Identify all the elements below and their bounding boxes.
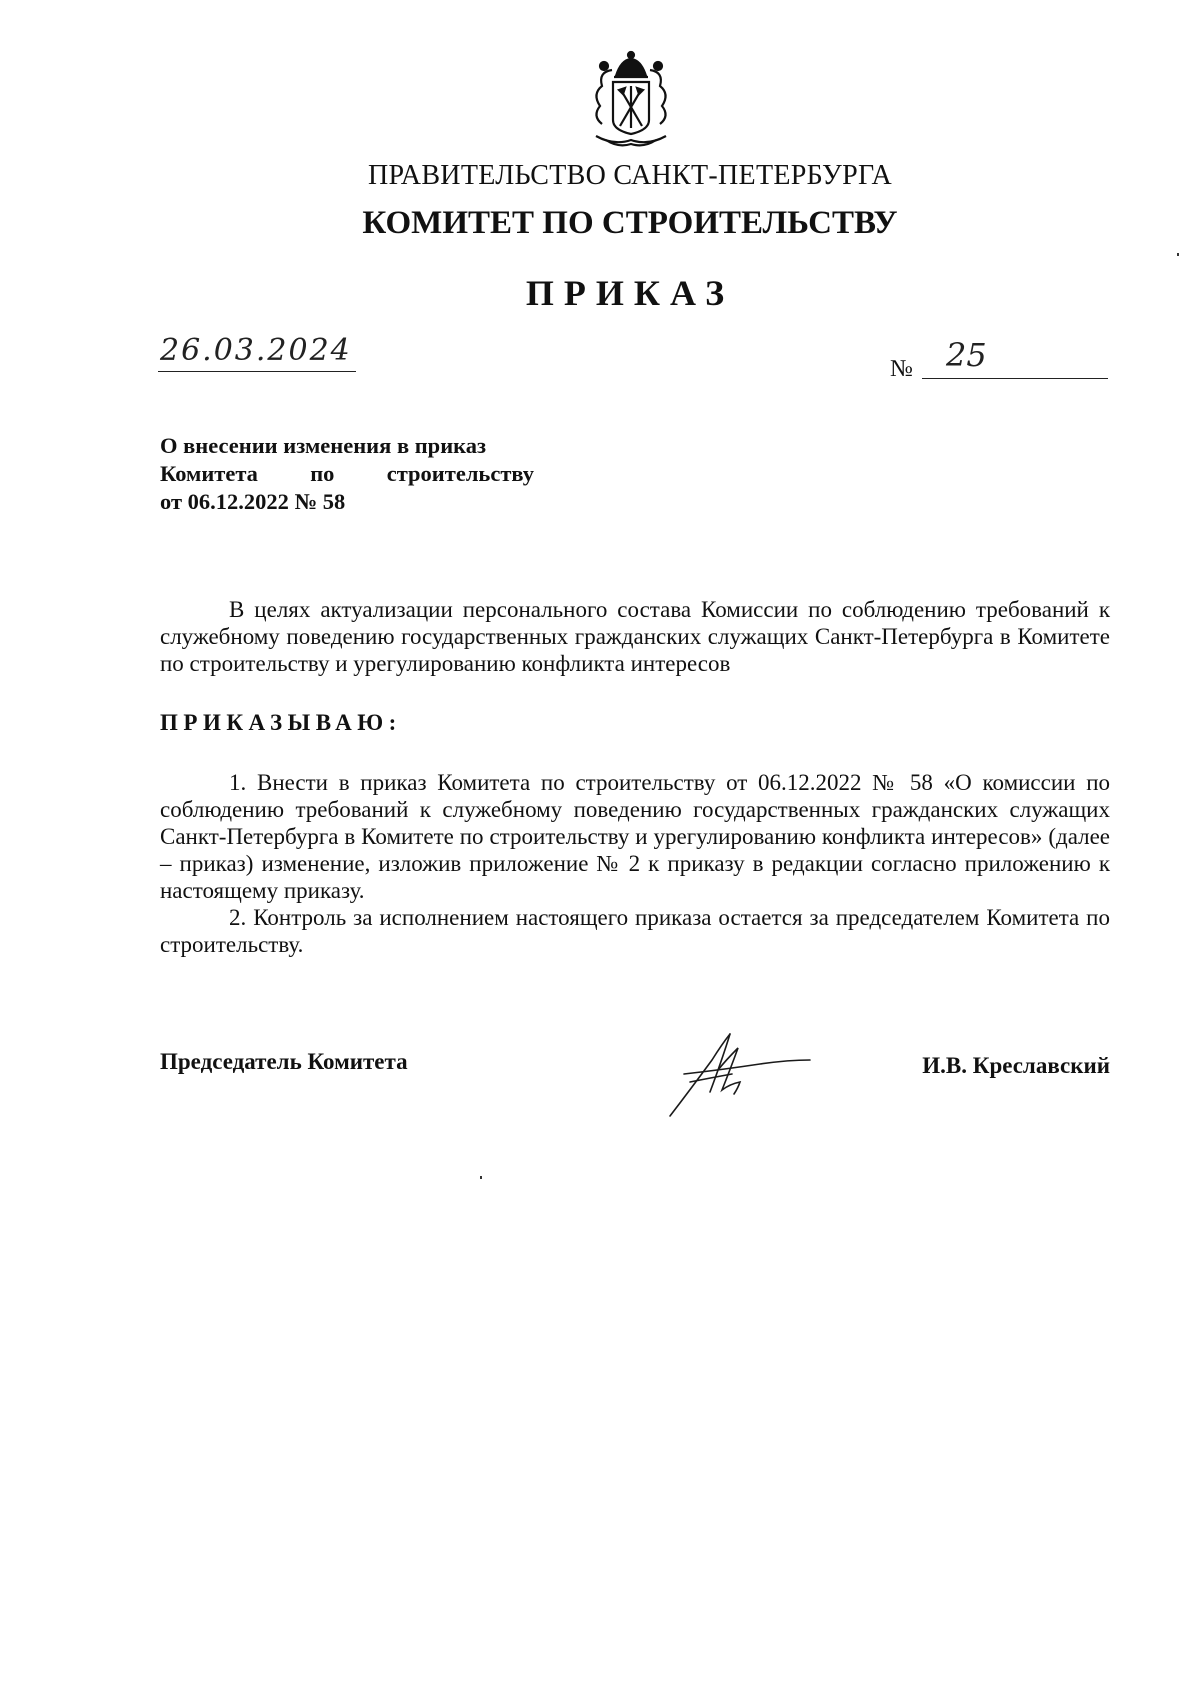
- order-directive-word: ПРИКАЗЫВАЮ:: [160, 710, 402, 735]
- order-number-field: [890, 336, 1110, 382]
- subject-line-3: от 06.12.2022 № 58: [160, 489, 346, 514]
- preamble-text: В целях актуализации персонального состава Комиссии по соблюдению требований к служебному поведению государственных гражданских служащих Санкт-Петербурга в Комитете по строительству и урегулированию конфликта интересов: [160, 597, 1110, 676]
- order-item-1: 1. Внести в приказ Комитета по строительству от 06.12.2022 № 58 «О комиссии по соблюдению требований к служебному поведению государственных гражданских служащих Санкт-Петербурга в Комитете по строительству и урегулированию конфликта интересов» (далее – приказ) изменение, изложив приложение № 2 к приказу в редакции согласно приложению к настоящему приказу.: [160, 770, 1110, 903]
- order-date-field: [158, 333, 358, 373]
- number-label: №: [890, 356, 913, 382]
- handwritten-signature-icon: [660, 1030, 820, 1120]
- scan-speck: [1177, 253, 1179, 256]
- scan-speck: [480, 1176, 482, 1179]
- order-items: [160, 769, 1110, 958]
- committee-name: КОМИТЕТ ПО СТРОИТЕЛЬСТВУ: [362, 205, 898, 241]
- subject-line-1: О внесении изменения в приказ: [160, 433, 487, 458]
- number-underline: [922, 378, 1108, 379]
- signatory-title: Председатель Комитета: [160, 1049, 408, 1074]
- subject-word: Комитета: [160, 461, 258, 486]
- government-name: ПРАВИТЕЛЬСТВО САНКТ-ПЕТЕРБУРГА: [368, 160, 892, 191]
- spb-coat-of-arms-icon: [576, 50, 686, 150]
- order-subject: [160, 432, 534, 516]
- subject-word: строительству: [386, 461, 535, 486]
- subject-word: по: [310, 461, 335, 486]
- order-date: 26.03.2024: [160, 333, 352, 368]
- date-underline: [158, 371, 356, 372]
- order-item-2: 2. Контроль за исполнением настоящего приказа остается за председателем Комитета по строительству.: [160, 905, 1110, 957]
- preamble: [160, 596, 1110, 677]
- subject-line-2: [160, 460, 534, 488]
- signatory-name: И.В. Креславский: [922, 1053, 1110, 1078]
- document-type-title: ПРИКАЗ: [525, 273, 735, 313]
- order-number: 25: [946, 336, 987, 374]
